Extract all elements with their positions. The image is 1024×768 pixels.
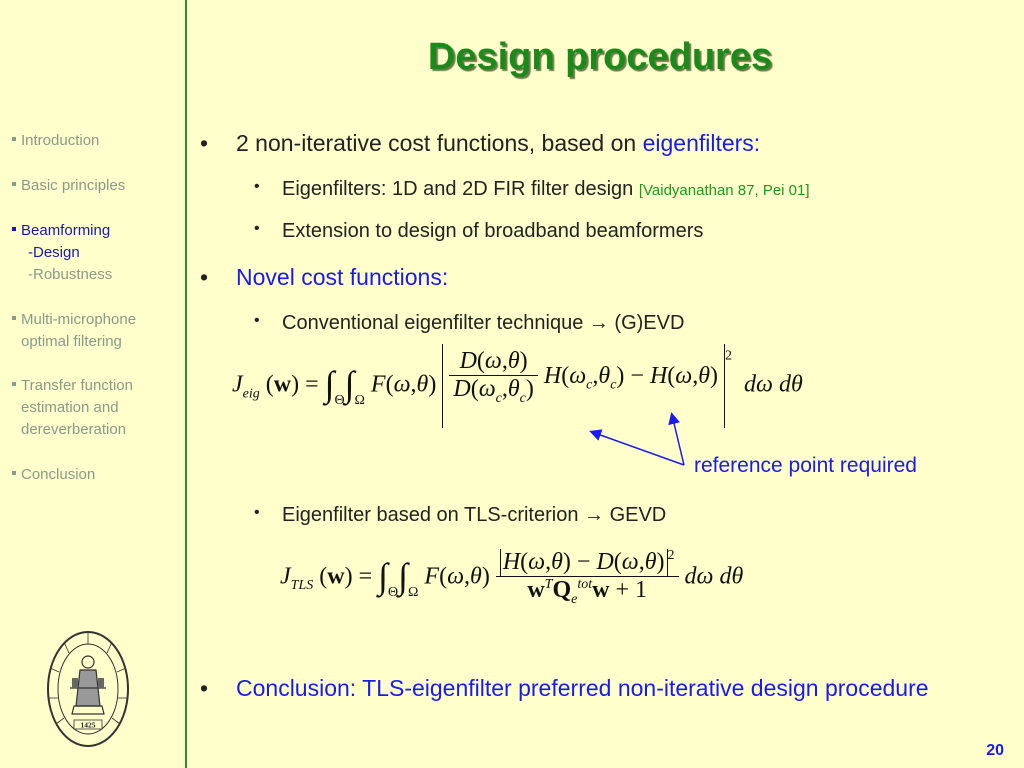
- sidebar: [0, 0, 185, 768]
- bullet-square-icon: [12, 382, 16, 386]
- bullet-dot-icon: •: [254, 312, 260, 329]
- bullet-dot-icon: •: [200, 264, 209, 290]
- reference-point-note: reference point required: [694, 454, 917, 477]
- bullet-square-icon: [12, 471, 16, 475]
- equation-j-eig: $J_{eig}$ $(w) = \int_\Theta\int_\Omega$ F(ω,θ) $\frac{D(\omega,\theta)}{D(\omega_c,\theta_c)}$ $H(\omega_c,\theta_c) - H(\omega,\theta)^2$ dω dθ: [232, 344, 803, 428]
- nav-beamforming-design[interactable]: -Design: [28, 244, 80, 261]
- nav-transfer-function[interactable]: Transfer function: [12, 375, 133, 397]
- bullet-square-icon: [12, 227, 16, 231]
- nav-beamforming-robustness[interactable]: -Robustness: [28, 266, 113, 283]
- reference-arrows: [580, 405, 700, 475]
- bullet-dot-icon: •: [254, 178, 260, 195]
- bullet-square-icon: [12, 137, 16, 141]
- bullet-square-icon: [12, 182, 16, 186]
- nav-transfer-function-cont1[interactable]: estimation and: [21, 399, 119, 416]
- slide-number: 20: [986, 742, 1004, 759]
- nav-conclusion[interactable]: Conclusion: [12, 464, 95, 486]
- bullet-novel-cost-functions: • Novel cost functions:: [200, 264, 449, 290]
- nav-transfer-function-cont2[interactable]: dereverberation: [21, 421, 127, 438]
- svg-text:1425: 1425: [80, 720, 96, 730]
- bullet-dot-icon: •: [254, 220, 260, 237]
- nav-beamforming[interactable]: Beamforming: [12, 220, 110, 242]
- sub-bullet-conventional-eigenfilter: • Conventional eigenfilter technique → (G)EVD: [254, 312, 685, 334]
- bullet-eigenfilters: • 2 non-iterative cost functions, based on eigenfilters:: [200, 130, 761, 156]
- sub-bullet-eigenfilters-1d2d: • Eigenfilters: 1D and 2D FIR filter design [Vaidyanathan 87, Pei 01]: [254, 178, 810, 200]
- nav-multi-microphone-cont[interactable]: optimal filtering: [21, 333, 122, 350]
- university-seal-logo: [44, 628, 132, 750]
- bullet-square-icon: [12, 316, 16, 320]
- page-title: Design procedures: [427, 36, 773, 78]
- equation-j-tls: $J_{TLS}$ $(w) = \int_\Theta\int_\Omega$ F(ω,θ) $\frac{H(\omega,\theta) - D(\omega,\theta) ^2}{w^TQ_e^{tot}w + 1}$ dω dθ: [280, 548, 744, 607]
- bullet-conclusion: • Conclusion: TLS-eigenfilter preferred non-iterative design procedure: [236, 672, 976, 705]
- sub-bullet-broadband: • Extension to design of broadband beamformers: [254, 220, 704, 242]
- nav-multi-microphone[interactable]: Multi-microphone: [12, 309, 136, 331]
- bullet-dot-icon: •: [254, 504, 260, 521]
- sub-bullet-tls-eigenfilter: • Eigenfilter based on TLS-criterion → GEVD: [254, 504, 667, 526]
- sidebar-divider: [185, 0, 187, 768]
- bullet-dot-icon: •: [200, 130, 209, 156]
- reference-citation: [Vaidyanathan 87, Pei 01]: [638, 182, 810, 199]
- nav-basic-principles[interactable]: Basic principles: [12, 175, 125, 197]
- bullet-dot-icon: •: [200, 675, 209, 701]
- nav-introduction[interactable]: Introduction: [12, 130, 99, 152]
